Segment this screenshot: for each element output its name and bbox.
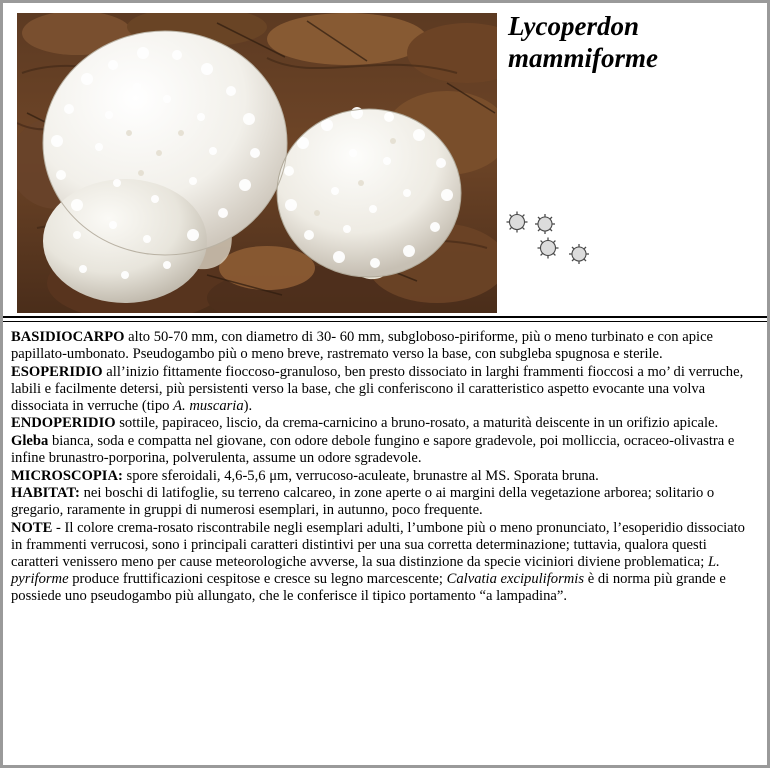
note-text-2: produce fruttificazioni cespitose e cresce su legno marcescente; [68, 570, 447, 587]
paragraph-italic-species: A. muscaria [173, 397, 244, 414]
title-species: mammiforme [508, 42, 658, 73]
divider-thick [3, 316, 767, 318]
paragraph-basidiocarpo [11, 329, 757, 363]
paragraph-lead: MICROSCOPIA: [11, 467, 123, 484]
paragraph-gleba [11, 433, 757, 467]
paragraph-esoperidio [11, 364, 757, 415]
page-title [508, 11, 763, 75]
paragraph-text: spore sferoidali, 4,6-5,6 μm, verrucoso-aculeate, brunastre al MS. Sporata bruna. [122, 467, 599, 484]
lycoperdon-mammiforme-photo [17, 13, 497, 313]
note-text-1: - Il colore crema-rosato riscontrabile negli esemplari adulti, l’umbone più o meno pronunciato, l’esoperidio dissociato in frammenti verrucosi, sono i principali caratteri distintivi per una sua corretta determinazione; tuttavia, qualora questi caratteri venissero meno per cause meteorologiche avverse, la sua distinzione da specie viciniori diviene problematica; [11, 519, 745, 570]
paragraph-habitat [11, 485, 757, 519]
divider-thin [3, 321, 767, 322]
paragraph-lead: ESOPERIDIO [11, 363, 103, 380]
description-text [3, 325, 767, 606]
paragraph-lead: HABITAT: [11, 485, 80, 502]
paragraph-lead: ENDOPERIDIO [11, 415, 116, 432]
paragraph-lead: NOTE [11, 519, 53, 536]
header-area [3, 3, 767, 321]
paragraph-text: sottile, papiraceo, liscio, da crema-carnicino a bruno-rosato, a maturità deiscente in un orifizio apicale. [115, 415, 719, 432]
paragraph-text: all’inizio fittamente fioccoso-granuloso, ben presto dissociato in larghi frammenti fioccosi a mo’ di verruche, labili e facilmente detersi, più persistenti verso la base, che gli conferiscono il caratteristico aspetto evocante una volva dissociata in verruche (tipo [11, 363, 744, 414]
paragraph-text: nei boschi di latifoglie, su terreno calcareo, in zone aperte o ai margini della vegetazione arborea; solitario o gregario, raramente in gruppi di numerosi esemplari, in autunno, poco frequente. [11, 485, 715, 519]
paragraph-lead: Gleba [11, 432, 49, 449]
note-italic-1: L. pyriforme [11, 553, 720, 587]
paragraph-endoperidio [11, 415, 757, 432]
note-italic-2: Calvatia excipuliformis [446, 570, 585, 587]
note-text-3: è di norma più grande e possiede uno pseudogambo più allungato, che le conferisce il tipico portamento “a lampadina”. [11, 570, 726, 604]
paragraph-lead: BASIDIOCARPO [11, 329, 125, 345]
spore-drawing [503, 208, 613, 283]
title-genus: Lycoperdon [508, 11, 639, 41]
paragraph-text: bianca, soda e compatta nel giovane, con odore debole fungino e sapore gradevole, poi molliccia, ocraceo-olivastra e infine brunastro-porporina, polverulenta, assume un odore sgradevole. [11, 432, 735, 466]
paragraph-note [11, 520, 757, 605]
paragraph-text-after: ). [243, 397, 253, 414]
paragraph-microscopia [11, 468, 757, 485]
paragraph-text: alto 50-70 mm, con diametro di 30- 60 mm, subgloboso-piriforme, più o meno turbinato e con apice papillato-umbonato. Pseudogambo più o meno breve, rastremato verso la base, con subgleba spugnosa e sterile. [11, 329, 714, 363]
